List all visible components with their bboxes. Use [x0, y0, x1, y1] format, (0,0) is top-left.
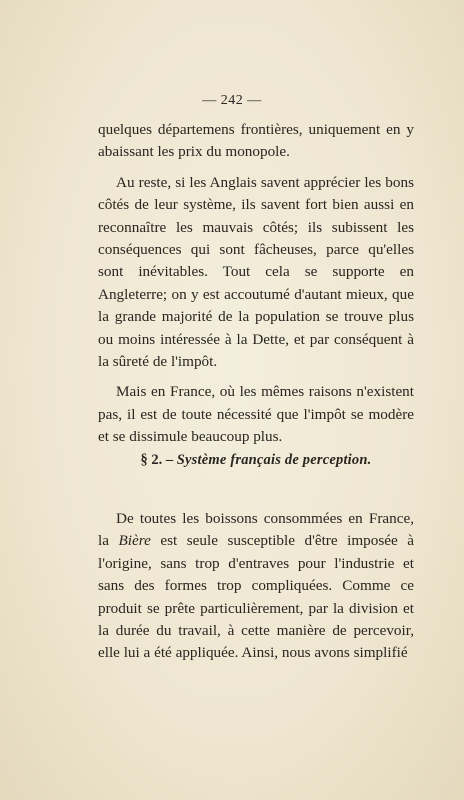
section-number: § 2. – [140, 452, 174, 468]
italic-term: Bière [118, 532, 151, 550]
paragraph-3: Mais en France, où les mêmes raisons n'existent pas, il est de toute nécessité que l'impôt se modère et se dissimule beaucoup plus. [98, 383, 414, 446]
paragraph-4 [98, 508, 414, 665]
text-block-top [98, 119, 414, 457]
text-block-bottom [98, 508, 414, 673]
paragraph-4-rest: est seule susceptible d'être imposée à l'origine, sans trop d'entraves pour l'industrie et sans des formes trop compliquées. Comme ce produit se prête particulièrement, par la division et la durée du travail, à cette manière de percevoir, elle lui a été appliquée. Ainsi, nous avons simplifié [98, 532, 414, 662]
page-number: — 242 — [202, 93, 262, 108]
section-title: Système français de perception. [176, 452, 372, 468]
paragraph-4-start: De toutes les boissons consommées en France, la [98, 510, 414, 550]
section-heading [98, 452, 414, 469]
paragraph-2: Au reste, si les Anglais savent apprécier les bons côtés de leur système, ils savent fort bien aussi en reconnaître les mauvais côtés; ils subissent les conséquences qui sont fâcheuses, parce qu'elles sont inévitables. Tout cela se supporte en Angleterre; on y est accoutumé d'autant mieux, que la grande majorité de la population se trouve plus ou moins intéressée à la Dette, et par conséquent à la sûreté de l'impôt. [98, 173, 414, 371]
paragraph-1: quelques départemens frontières, uniquement en y abaissant les prix du monopole. [98, 121, 414, 161]
